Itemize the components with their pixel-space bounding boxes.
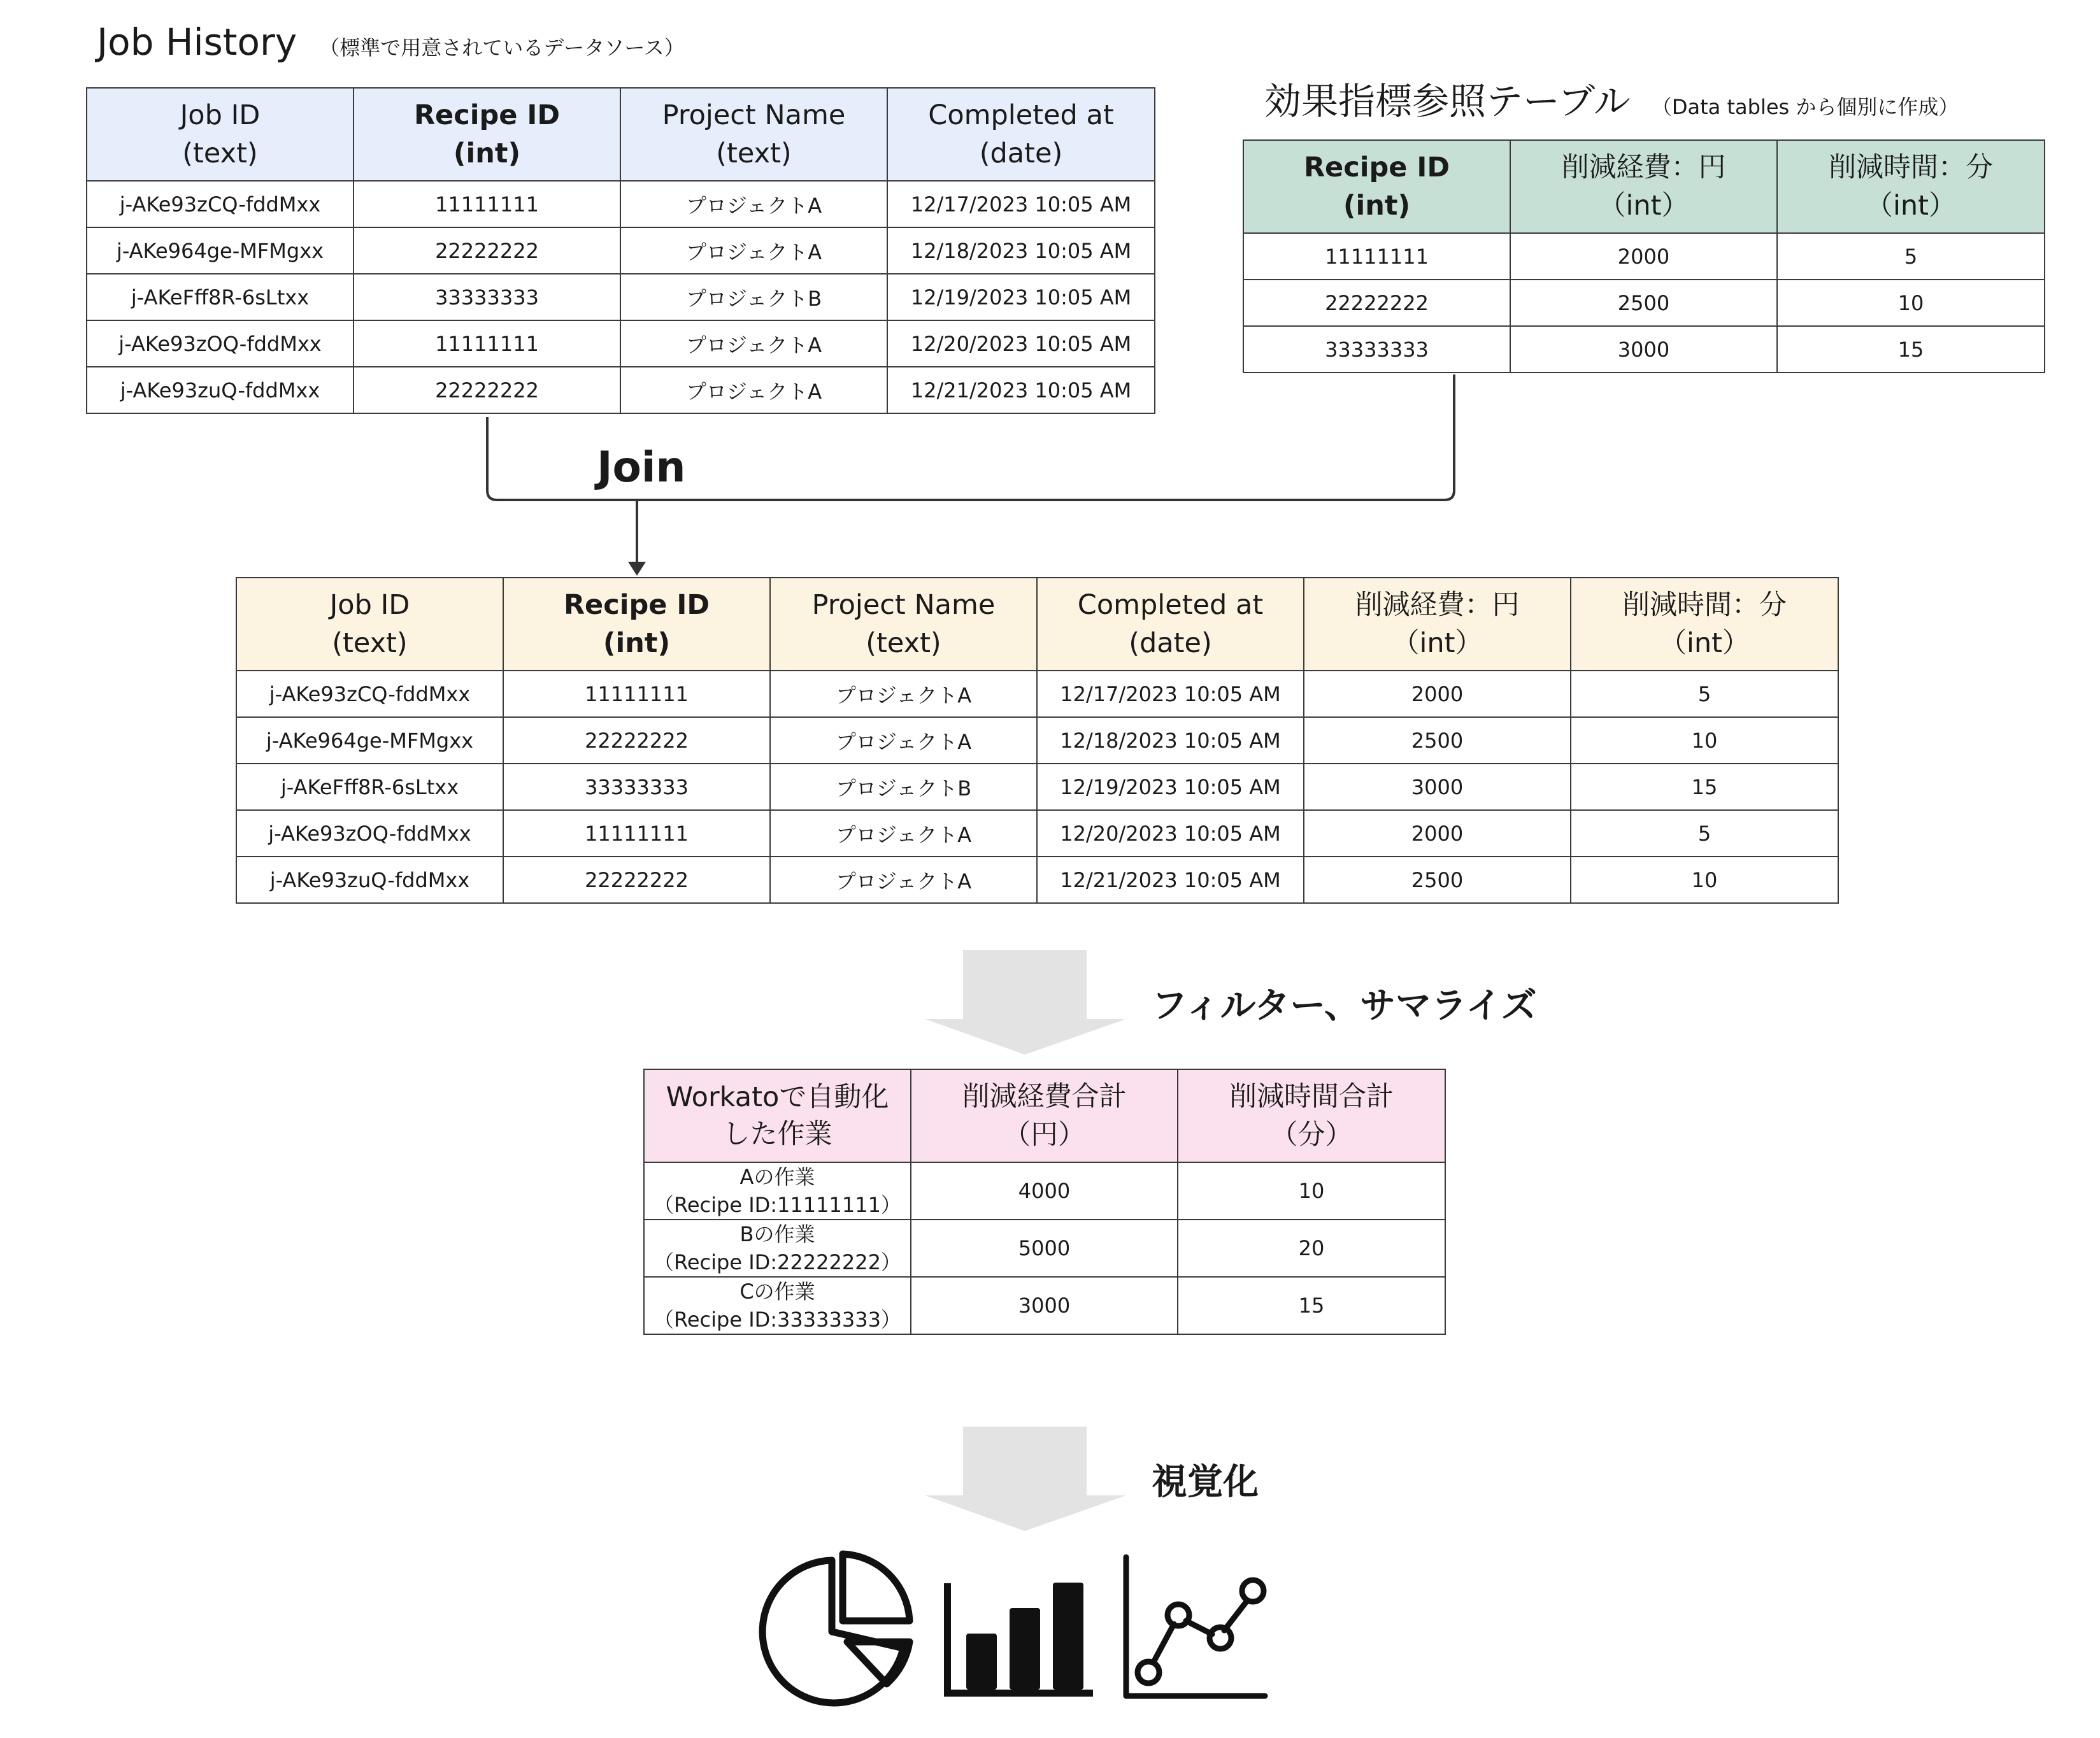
table-header-row xyxy=(236,578,1838,671)
table-cell-task: Bの作業 （Recipe ID:22222222） xyxy=(644,1220,911,1277)
table-cell: 22222222 xyxy=(503,857,770,903)
effect-table-title-block xyxy=(1264,71,1959,125)
table-cell: 5 xyxy=(1571,671,1838,717)
visualize-arrow xyxy=(925,1427,1126,1531)
column-header-project-name: Project Name (text) xyxy=(620,88,887,181)
table-cell: j-AKeFff8R-6sLtxx xyxy=(236,764,503,810)
column-header-total-cost-reduction: 削減経費合計 （円） xyxy=(911,1069,1178,1162)
column-header-cost-reduction: 削減経費：円 （int） xyxy=(1304,578,1571,671)
effect-table-title: 効果指標参照テーブル xyxy=(1264,80,1631,123)
table-cell: 15 xyxy=(1571,764,1838,810)
table-cell: 5 xyxy=(1571,810,1838,857)
table-row xyxy=(87,274,1155,320)
table-cell: 4000 xyxy=(911,1162,1178,1220)
table-cell: 5 xyxy=(1777,233,2045,280)
table-cell: 20 xyxy=(1178,1220,1445,1277)
table-cell: j-AKe93zCQ-fddMxx xyxy=(87,181,354,227)
table-row xyxy=(236,810,1838,857)
table-cell: 12/20/2023 10:05 AM xyxy=(1037,810,1304,857)
table-cell: 11111111 xyxy=(503,810,770,857)
table-cell: 10 xyxy=(1571,857,1838,903)
table-cell: プロジェクトA xyxy=(620,227,887,274)
pie-chart-icon xyxy=(762,1554,910,1703)
table-row xyxy=(1243,233,2045,280)
table-row xyxy=(236,717,1838,764)
table-cell: 11111111 xyxy=(503,671,770,717)
table-cell: 22222222 xyxy=(354,227,620,274)
table-cell: 2500 xyxy=(1510,280,1777,326)
effect-reference-table xyxy=(1243,139,2045,373)
visualize-label: 視覚化 xyxy=(1152,1462,1259,1503)
filter-arrow xyxy=(925,950,1126,1055)
bar-chart-icon xyxy=(944,1583,1093,1697)
table-cell: j-AKe964ge-MFMgxx xyxy=(236,717,503,764)
table-header-row xyxy=(644,1069,1445,1162)
job-history-note: （標準で用意されているデータソース） xyxy=(319,36,685,60)
table-row xyxy=(87,227,1155,274)
table-cell: 2000 xyxy=(1304,671,1571,717)
table-row xyxy=(87,320,1155,367)
table-cell: 22222222 xyxy=(1243,280,1510,326)
table-cell: 3000 xyxy=(1510,326,1777,373)
table-header-row xyxy=(1243,140,2045,233)
table-cell: 10 xyxy=(1178,1162,1445,1220)
table-cell: 3000 xyxy=(911,1277,1178,1334)
table-cell: 12/21/2023 10:05 AM xyxy=(887,367,1155,413)
table-cell: 3000 xyxy=(1304,764,1571,810)
column-header-automated-task: Workatoで自動化した作業 xyxy=(644,1069,911,1162)
table-cell: 33333333 xyxy=(503,764,770,810)
column-header-job-id: Job ID (text) xyxy=(87,88,354,181)
column-header-recipe-id: Recipe ID (int) xyxy=(503,578,770,671)
table-cell: j-AKe93zuQ-fddMxx xyxy=(236,857,503,903)
joined-table xyxy=(236,577,1839,904)
table-cell: 5000 xyxy=(911,1220,1178,1277)
table-cell: 12/21/2023 10:05 AM xyxy=(1037,857,1304,903)
column-header-completed-at: Completed at (date) xyxy=(887,88,1155,181)
table-cell: j-AKe93zCQ-fddMxx xyxy=(236,671,503,717)
table-cell-task: Cの作業 （Recipe ID:33333333） xyxy=(644,1277,911,1334)
table-cell: 12/18/2023 10:05 AM xyxy=(887,227,1155,274)
table-cell: プロジェクトA xyxy=(620,320,887,367)
table-cell: 2500 xyxy=(1304,717,1571,764)
table-cell: j-AKeFff8R-6sLtxx xyxy=(87,274,354,320)
table-row xyxy=(644,1162,1445,1220)
table-cell: プロジェクトA xyxy=(770,857,1037,903)
table-row xyxy=(1243,280,2045,326)
table-cell: 12/17/2023 10:05 AM xyxy=(887,181,1155,227)
table-cell: 12/18/2023 10:05 AM xyxy=(1037,717,1304,764)
table-cell: j-AKe964ge-MFMgxx xyxy=(87,227,354,274)
column-header-cost-reduction: 削減経費：円 （int） xyxy=(1510,140,1777,233)
table-cell: プロジェクトA xyxy=(620,367,887,413)
table-cell: 22222222 xyxy=(503,717,770,764)
table-cell: 2000 xyxy=(1304,810,1571,857)
table-cell: 11111111 xyxy=(1243,233,1510,280)
table-row xyxy=(236,671,1838,717)
table-cell: プロジェクトA xyxy=(770,810,1037,857)
table-row xyxy=(236,857,1838,903)
filter-summarize-label: フィルター、サマライズ xyxy=(1152,985,1537,1027)
table-cell: 12/17/2023 10:05 AM xyxy=(1037,671,1304,717)
table-cell: 33333333 xyxy=(354,274,620,320)
column-header-completed-at: Completed at (date) xyxy=(1037,578,1304,671)
summary-table xyxy=(643,1069,1446,1335)
job-history-table xyxy=(86,87,1155,414)
table-cell: 12/19/2023 10:05 AM xyxy=(1037,764,1304,810)
table-cell: 2000 xyxy=(1510,233,1777,280)
table-cell: 33333333 xyxy=(1243,326,1510,373)
table-cell: j-AKe93zOQ-fddMxx xyxy=(236,810,503,857)
job-history-title: Job History xyxy=(97,20,297,64)
table-cell: 11111111 xyxy=(354,181,620,227)
table-cell: プロジェクトA xyxy=(620,181,887,227)
table-cell: 11111111 xyxy=(354,320,620,367)
table-row xyxy=(87,181,1155,227)
table-cell: 12/19/2023 10:05 AM xyxy=(887,274,1155,320)
effect-table-note: （Data tables から個別に作成） xyxy=(1651,95,1959,119)
table-cell: プロジェクトB xyxy=(620,274,887,320)
table-row xyxy=(236,764,1838,810)
join-label: Join xyxy=(597,443,686,492)
table-cell: 12/20/2023 10:05 AM xyxy=(887,320,1155,367)
column-header-job-id: Job ID (text) xyxy=(236,578,503,671)
column-header-project-name: Project Name (text) xyxy=(770,578,1037,671)
column-header-recipe-id: Recipe ID (int) xyxy=(354,88,620,181)
table-header-row xyxy=(87,88,1155,181)
table-cell-task: Aの作業 （Recipe ID:11111111） xyxy=(644,1162,911,1220)
table-cell: 10 xyxy=(1571,717,1838,764)
table-row xyxy=(644,1220,1445,1277)
table-row xyxy=(644,1277,1445,1334)
column-header-recipe-id: Recipe ID (int) xyxy=(1243,140,1510,233)
table-cell: プロジェクトA xyxy=(770,717,1037,764)
table-cell: 22222222 xyxy=(354,367,620,413)
table-cell: j-AKe93zOQ-fddMxx xyxy=(87,320,354,367)
column-header-time-reduction: 削減時間：分 （int） xyxy=(1777,140,2045,233)
table-row xyxy=(1243,326,2045,373)
job-history-title-block xyxy=(97,20,685,64)
table-cell: 10 xyxy=(1777,280,2045,326)
table-cell: 15 xyxy=(1178,1277,1445,1334)
table-cell: 15 xyxy=(1777,326,2045,373)
table-cell: プロジェクトA xyxy=(770,671,1037,717)
table-cell: 2500 xyxy=(1304,857,1571,903)
line-chart-icon xyxy=(1126,1557,1265,1696)
table-cell: プロジェクトB xyxy=(770,764,1037,810)
table-cell: j-AKe93zuQ-fddMxx xyxy=(87,367,354,413)
column-header-time-reduction: 削減時間：分 （int） xyxy=(1571,578,1838,671)
table-row xyxy=(87,367,1155,413)
column-header-total-time-reduction: 削減時間合計 （分） xyxy=(1178,1069,1445,1162)
join-arrow-head xyxy=(628,562,646,576)
